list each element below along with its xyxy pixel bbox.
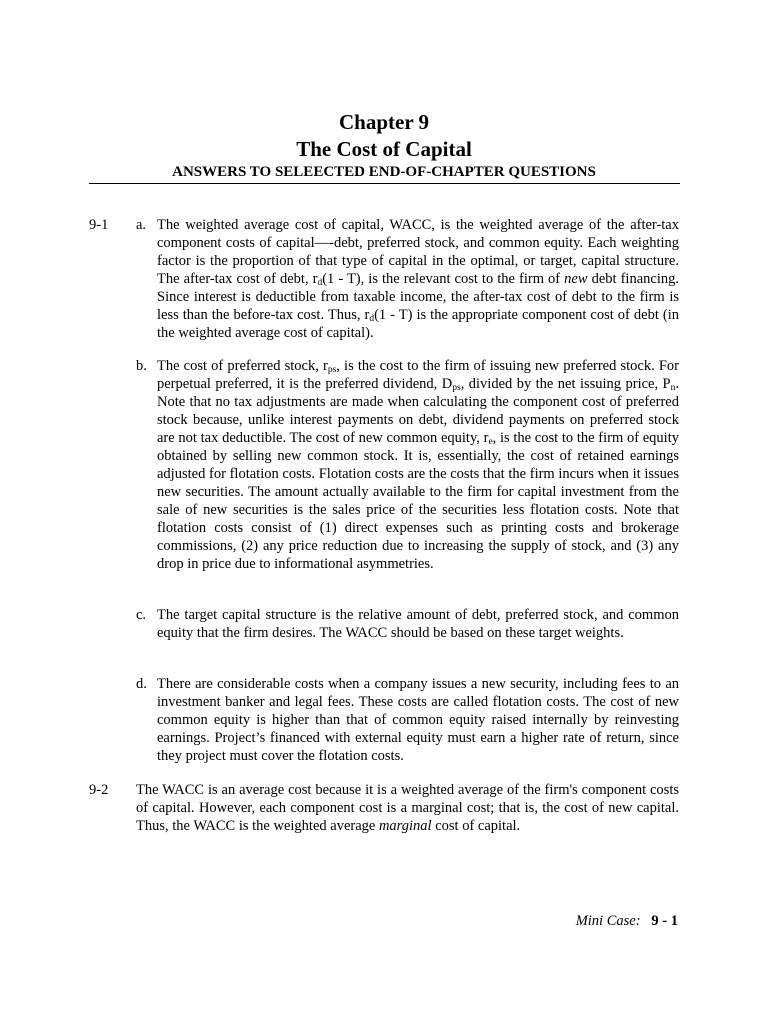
header-divider <box>89 183 680 184</box>
item-letter-d: d. <box>136 676 147 692</box>
page-footer <box>576 912 678 930</box>
chapter-title: The Cost of Capital <box>296 137 472 161</box>
page-number: 9 - 1 <box>651 913 678 929</box>
section-subtitle: ANSWERS TO SELEECTED END-OF-CHAPTER QUESTIONS <box>172 164 596 180</box>
answer-paragraph-9-2: The WACC is an average cost because it is a weighted average of the firm's component costs of capital. However, each component cost is a marginal cost; that is, the cost of new capital. Thus, the WACC is the weighted average marginal cost of capital. <box>136 782 679 834</box>
answer-paragraph-d: There are considerable costs when a company issues a new security, including fees to an investment banker and legal fees. These costs are called flotation costs. The cost of new common equity is higher than that of common equity raised internally by reinvesting earnings. Project’s financed with external equity must earn a higher rate of return, since they project must cover the flotation costs. <box>157 676 679 764</box>
answer-paragraph-c: The target capital structure is the relative amount of debt, preferred stock, and common equity that the firm desires. The WACC should be based on these target weights. <box>157 607 679 641</box>
question-number-9-2: 9-2 <box>89 782 109 798</box>
item-letter-b: b. <box>136 358 147 374</box>
chapter-number: Chapter 9 <box>338 110 430 134</box>
answer-paragraph-b: The cost of preferred stock, $r_{ps}$, is the cost to the firm of issuing new preferred stock. For perpetual preferred, it is the preferred dividend, $D_{ps}$, divided by the net issuing price, $P_n$. Note that no tax adjustments are made when calculating the component cost of preferred stock because, unlike interest payments on debt, dividend payments on preferred stock are not tax deductible. The cost of new common equity, $r_e$, is the cost to the firm of equity obtained by selling new common stock. It is, essentially, the cost of retained earnings adjusted for flotation costs. Flotation costs are the costs that the firm incurs when it issues new securities. The amount actually available to the firm for capital investment from the sale of new securities is the sales price of the securities less flotation costs. Note that flotation costs consist of (1) direct expenses such as printing costs and brokerage commissions, (2) any price reduction due to increasing the supply of stock, and (3) any drop in price due to informational asymmetries. <box>157 358 679 572</box>
question-number-9-1: 9-1 <box>89 217 109 233</box>
answer-paragraph-a: The weighted average cost of capital, WACC, is the weighted average of the after-tax component costs of capital—-debt, preferred stock, and common equity. Each weighting factor is the proportion of that type of capital in the optimal, or target, capital structure. The after-tax cost of debt, $r_d(1 - T)$, is the relevant cost to the firm of new debt financing. Since interest is deductible from taxable income, the after-tax cost of debt to the firm is less than the before-tax cost. Thus, $r_d(1 - T)$ is the appropriate component cost of debt (in the weighted average cost of capital). <box>157 217 679 341</box>
item-letter-a: a. <box>136 217 147 233</box>
footer-label: Mini Case: <box>575 913 641 929</box>
item-letter-c: c. <box>136 607 147 623</box>
